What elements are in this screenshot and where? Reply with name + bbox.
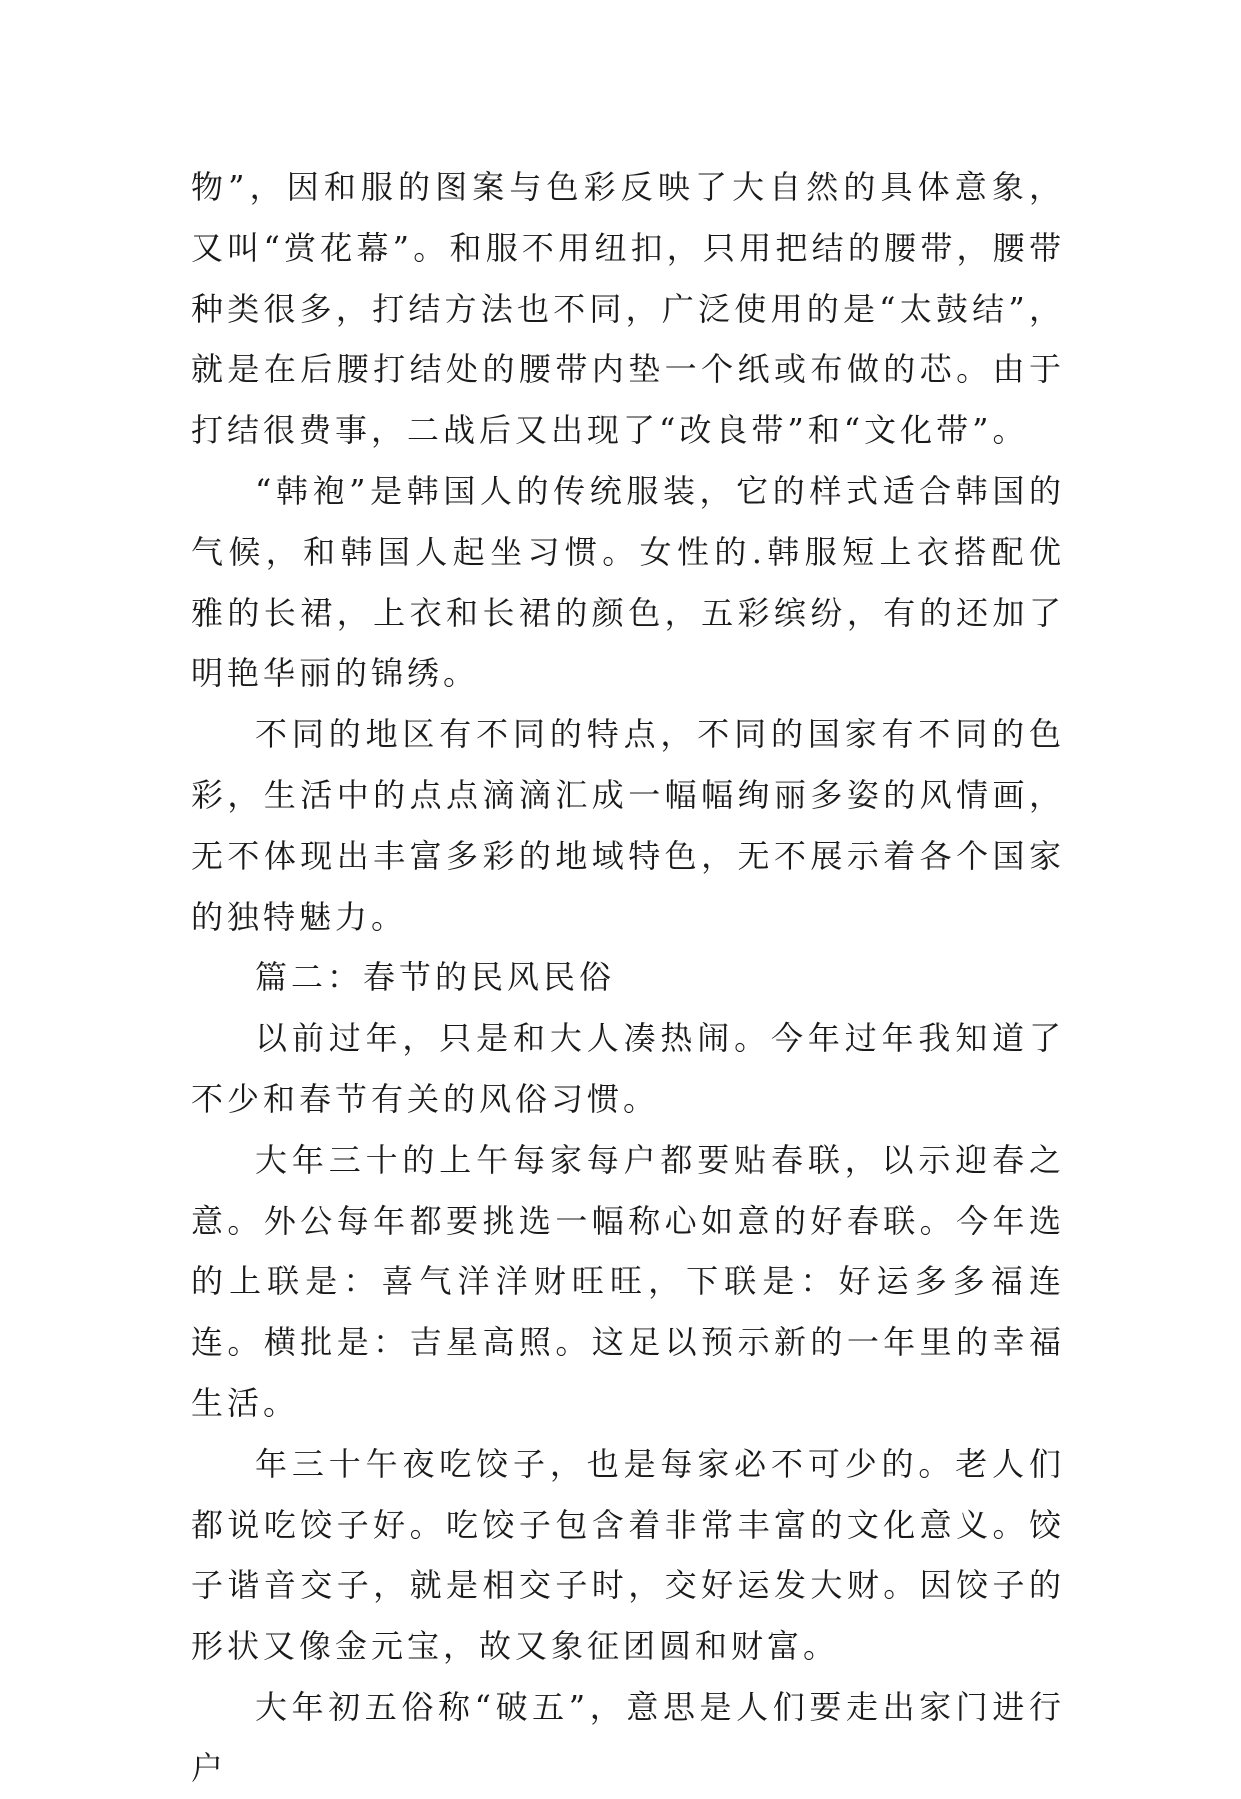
paragraph-po-wu: 大年初五俗称“破五”，意思是人们要走出家门进行户: [191, 1687, 1065, 1787]
paragraph-kimono-continued: 物”，因和服的图案与色彩反映了大自然的具体意象，又叫“赏花幕”。和服不用纽扣，只用把结的腰带，腰带种类很多，打结方法也不同，广泛使用的是“太鼓结”，就是在后腰打结处的腰带内垫一个纸或布做的芯。由于打结很费事，二战后又出现了“改良带”和“文化带”。: [191, 168, 1065, 450]
paragraph-dumplings: 年三十午夜吃饺子，也是每家必不可少的。老人们都说吃饺子好。吃饺子包含着非常丰富的文化意义。饺子谐音交子，就是相交子时，交好运发大财。因饺子的形状又像金元宝，故又象征团圆和财富。: [191, 1444, 1065, 1666]
document-body: [191, 157, 1065, 1799]
paragraph-hanbok: “韩袍”是韩国人的传统服装，它的样式适合韩国的气候，和韩国人起坐习惯。女性的.韩服短上衣搭配优雅的长裙，上衣和长裙的颜色，五彩缤纷，有的还加了明艳华丽的锦绣。: [191, 471, 1065, 693]
section-heading-part-two: 篇二：春节的民风民俗: [255, 958, 616, 997]
paragraph-spring-couplets: 大年三十的上午每家每户都要贴春联，以示迎春之意。外公每年都要挑选一幅称心如意的好春联。今年选的上联是：喜气洋洋财旺旺，下联是：好运多多福连连。横批是：吉星高照。这足以预示新的一年里的幸福生活。: [191, 1140, 1065, 1422]
paragraph-past-new-year: 以前过年，只是和大人凑热闹。今年过年我知道了不少和春节有关的风俗习惯。: [191, 1019, 1065, 1118]
paragraph-regional-features: 不同的地区有不同的特点，不同的国家有不同的色彩，生活中的点点滴滴汇成一幅幅绚丽多姿的风情画，无不体现出丰富多彩的地域特色，无不展示着各个国家的独特魅力。: [191, 715, 1065, 936]
